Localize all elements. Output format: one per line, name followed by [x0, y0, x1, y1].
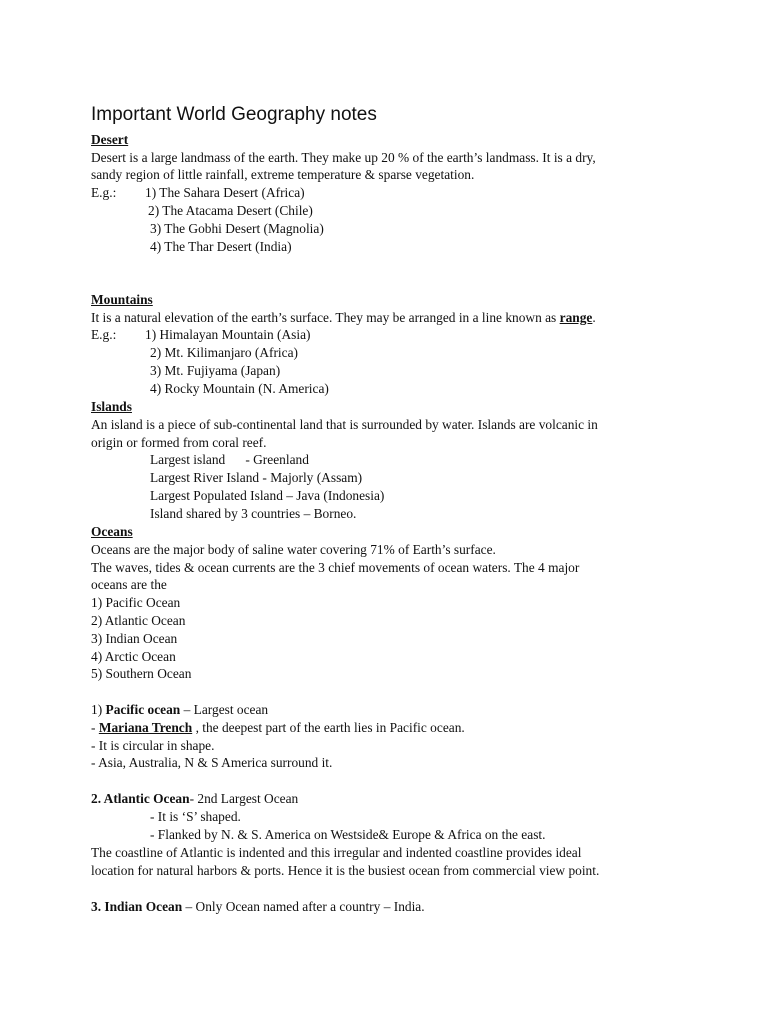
indian-title: 3. Indian Ocean	[91, 899, 183, 914]
atlantic-heading-line	[91, 790, 298, 807]
pacific-number: 1)	[91, 702, 103, 717]
pacific-title: Pacific ocean	[105, 702, 181, 717]
atlantic-title: 2. Atlantic Ocean	[91, 791, 190, 806]
pacific-dash: -	[91, 720, 96, 735]
desert-list-item: 3) The Gobhi Desert (Magnolia)	[150, 221, 324, 236]
islands-list-item: Largest island - Greenland	[150, 452, 309, 467]
oceans-list-item: 2) Atlantic Ocean	[91, 613, 186, 628]
islands-list-item: Largest Populated Island – Java (Indonesia)	[150, 488, 385, 503]
oceans-text-line-1: Oceans are the major body of saline water covering 71% of Earth’s surface.	[91, 542, 496, 557]
pacific-heading-line	[91, 701, 268, 718]
pacific-trench-text: , the deepest part of the earth lies in Pacific ocean.	[195, 720, 465, 735]
oceans-list-item: 5) Southern Ocean	[91, 666, 192, 681]
atlantic-subtitle: - 2nd Largest Ocean	[189, 791, 299, 806]
oceans-heading: Oceans	[91, 524, 133, 539]
pacific-subtitle: – Largest ocean	[183, 702, 269, 717]
oceans-text-line-3: oceans are the	[91, 577, 167, 592]
mountains-text-end: .	[592, 310, 596, 325]
desert-heading: Desert	[91, 132, 129, 147]
range-term: range	[559, 310, 593, 325]
desert-list-item: 2) The Atacama Desert (Chile)	[148, 203, 313, 218]
mountains-list-item: 2) Mt. Kilimanjaro (Africa)	[150, 345, 298, 360]
page-title: Important World Geography notes	[91, 104, 377, 125]
desert-text-line-1: Desert is a large landmass of the earth. They make up 20 % of the earth’s landmass. It is a dry,	[91, 150, 596, 165]
oceans-list-item: 4) Arctic Ocean	[91, 649, 176, 664]
desert-text-line-2: sandy region of little rainfall, extreme temperature & sparse vegetation.	[91, 167, 475, 182]
oceans-list-item: 1) Pacific Ocean	[91, 595, 181, 610]
pacific-trench-line	[91, 719, 465, 736]
atlantic-line-2: - It is ‘S’ shaped.	[150, 809, 241, 824]
desert-list-item: 1) The Sahara Desert (Africa)	[145, 185, 305, 200]
pacific-line-3: - It is circular in shape.	[91, 738, 215, 753]
mountains-list-item: 1) Himalayan Mountain (Asia)	[145, 327, 311, 342]
mountains-text-line-1	[91, 309, 596, 326]
indian-heading-line	[91, 898, 425, 915]
mountains-heading: Mountains	[91, 292, 153, 307]
islands-list-item: Largest River Island - Majorly (Assam)	[150, 470, 363, 485]
oceans-text-line-2: The waves, tides & ocean currents are the 3 chief movements of ocean waters. The 4 major	[91, 560, 580, 575]
mountains-list-item: 3) Mt. Fujiyama (Japan)	[150, 363, 281, 378]
indian-subtitle: – Only Ocean named after a country – India.	[185, 899, 425, 914]
islands-heading: Islands	[91, 399, 132, 414]
islands-text-line-2: origin or formed from coral reef.	[91, 435, 267, 450]
mountains-text: It is a natural elevation of the earth’s surface. They may be arranged in a line known as	[91, 310, 557, 325]
oceans-list-item: 3) Indian Ocean	[91, 631, 178, 646]
desert-eg-label: E.g.:	[91, 185, 117, 200]
atlantic-line-3: - Flanked by N. & S. America on Westside& Europe & Africa on the east.	[150, 827, 546, 842]
mariana-trench-term: Mariana Trench	[98, 720, 193, 735]
atlantic-line-4: The coastline of Atlantic is indented and this irregular and indented coastline provides ideal	[91, 845, 582, 860]
mountains-eg-label: E.g.:	[91, 327, 117, 342]
desert-list-item: 4) The Thar Desert (India)	[150, 239, 292, 254]
islands-text-line-1: An island is a piece of sub-continental land that is surrounded by water. Islands are volcanic in	[91, 417, 598, 432]
atlantic-line-5: location for natural harbors & ports. Hence it is the busiest ocean from commercial view point.	[91, 863, 600, 878]
islands-list-item: Island shared by 3 countries – Borneo.	[150, 506, 357, 521]
pacific-line-4: - Asia, Australia, N & S America surround it.	[91, 755, 333, 770]
mountains-list-item: 4) Rocky Mountain (N. America)	[150, 381, 329, 396]
